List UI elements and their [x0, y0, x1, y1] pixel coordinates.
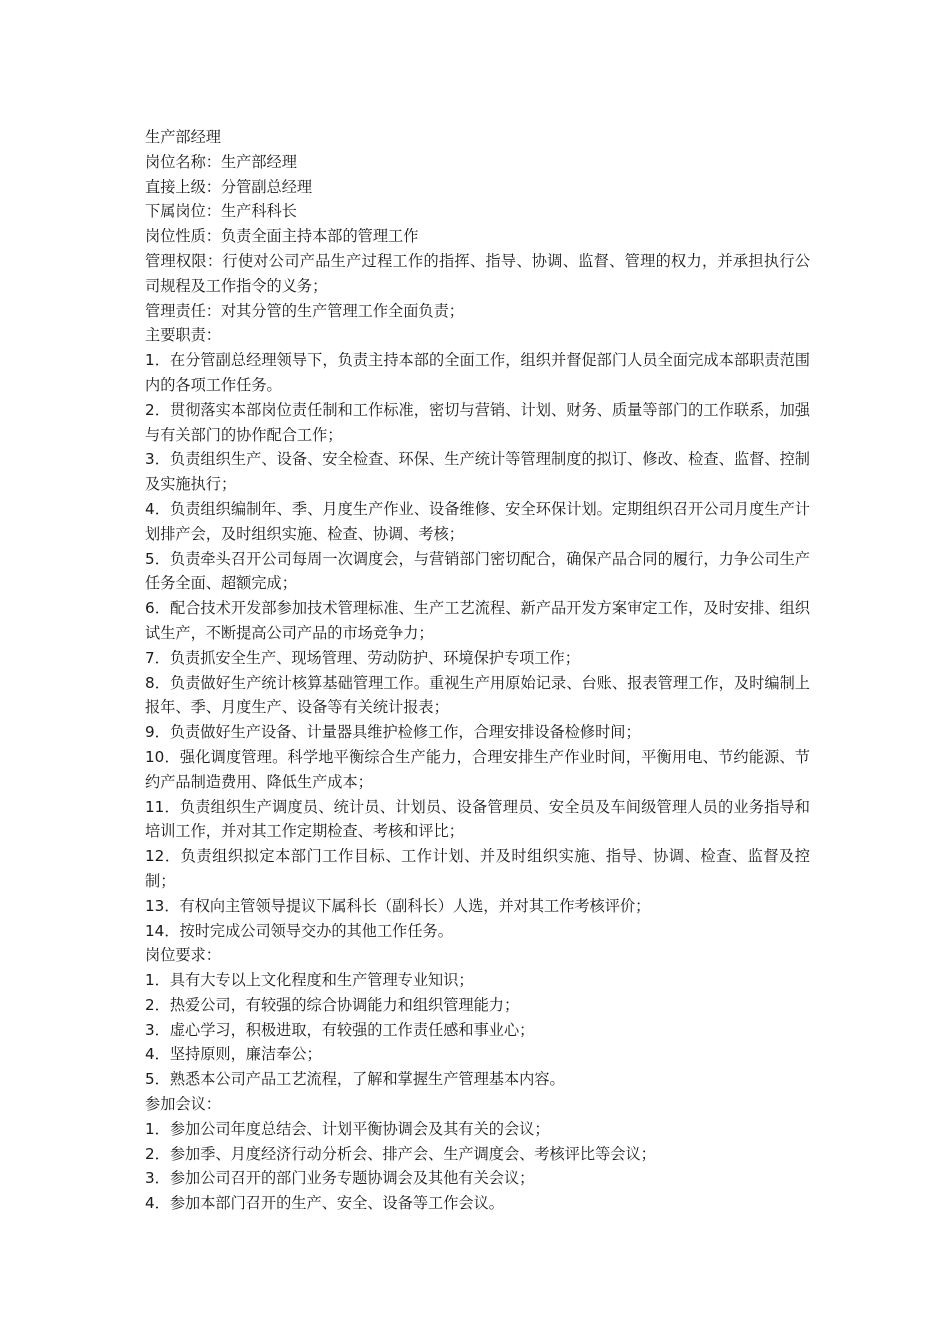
- duty-item: 2．贯彻落实本部岗位责任制和工作标准，密切与营销、计划、财务、质量等部门的工作联系，加强与有关部门的协作配合工作；: [145, 400, 810, 444]
- duty-item: 13．有权向主管领导提议下属科长（副科长）人选，并对其工作考核评价；: [145, 896, 651, 915]
- duty-item: 12．负责组织拟定本部门工作目标、工作计划、并及时组织实施、指导、协调、检查、监督及控制；: [145, 847, 810, 890]
- duty-item: 3．负责组织生产、设备、安全检查、环保、生产统计等管理制度的拟订、修改、检查、监督、控制及实施执行；: [145, 450, 810, 494]
- duty-item: 5．负责牵头召开公司每周一次调度会，与营销部门密切配合，确保产品合同的履行，力争公司生产任务全面、超额完成；: [145, 549, 810, 593]
- field-authority: 管理权限：行使对公司产品生产过程工作的指挥、指导、协调、监督、管理的权力，并承担执行公司规程及工作指令的义务；: [145, 251, 810, 295]
- field-nature: 岗位性质：负责全面主持本部的管理工作: [145, 227, 419, 246]
- requirement-item: 4．坚持原则，廉洁奉公；: [145, 1045, 322, 1064]
- requirement-item: 5．熟悉本公司产品工艺流程，了解和掌握生产管理基本内容。: [145, 1070, 565, 1089]
- requirement-item: 1．具有大专以上文化程度和生产管理专业知识；: [145, 971, 474, 990]
- meeting-item: 1．参加公司年度总结会、计划平衡协调会及其有关的会议；: [145, 1119, 550, 1138]
- field-direct-superior: 直接上级：分管副总经理: [145, 177, 313, 196]
- meeting-item: 3．参加公司召开的部门业务专题协调会及其他有关会议；: [145, 1169, 535, 1188]
- field-responsibility: 管理责任：对其分管的生产管理工作全面负责；: [145, 301, 464, 320]
- requirement-item: 2．热爱公司，有较强的综合协调能力和组织管理能力；: [145, 995, 520, 1014]
- duty-item: 8．负责做好生产统计核算基础管理工作。重视生产用原始记录、台账、报表管理工作，及时编制上报年、季、月度生产、设备等有关统计报表；: [145, 673, 810, 717]
- duty-item: 4．负责组织编制年、季、月度生产作业、设备维修、安全环保计划。定期组织召开公司月度生产计划排产会，及时组织实施、检查、协调、考核；: [145, 499, 810, 543]
- meeting-item: 4．参加本部门召开的生产、安全、设备等工作会议。: [145, 1194, 504, 1213]
- duty-item: 9．负责做好生产设备、计量器具维护检修工作，合理安排设备检修时间；: [145, 723, 641, 742]
- duty-item: 1．在分管副总经理领导下，负责主持本部的全面工作，组织并督促部门人员全面完成本部职责范围内的各项工作任务。: [145, 351, 810, 394]
- duty-item: 10．强化调度管理。科学地平衡综合生产能力，合理安排生产作业时间，平衡用电、节约能源、节约产品制造费用、降低生产成本；: [145, 747, 810, 791]
- duties-heading: 主要职责：: [145, 326, 221, 345]
- requirement-item: 3．虚心学习，积极进取，有较强的工作责任感和事业心；: [145, 1020, 535, 1039]
- document-title: 生产部经理: [145, 128, 221, 146]
- meetings-heading: 参加会议：: [145, 1095, 221, 1114]
- duty-item: 6．配合技术开发部参加技术管理标准、生产工艺流程、新产品开发方案审定工作，及时安排、组织试生产，不断提高公司产品的市场竞争力；: [145, 599, 810, 642]
- duty-item: 11．负责组织生产调度员、统计员、计划员、设备管理员、安全员及车间级管理人员的业务指导和培训工作，并对其工作定期检查、考核和评比；: [145, 797, 810, 841]
- duty-item: 14．按时完成公司领导交办的其他工作任务。: [145, 921, 453, 940]
- duty-item: 7．负责抓安全生产、现场管理、劳动防护、环境保护专项工作；: [145, 648, 580, 667]
- field-position-name: 岗位名称：生产部经理: [145, 152, 297, 171]
- meeting-item: 2．参加季、月度经济行动分析会、排产会、生产调度会、考核评比等会议；: [145, 1144, 656, 1163]
- requirements-heading: 岗位要求：: [145, 946, 221, 965]
- document-body: [145, 125, 810, 1216]
- field-subordinate: 下属岗位：生产科科长: [145, 202, 297, 221]
